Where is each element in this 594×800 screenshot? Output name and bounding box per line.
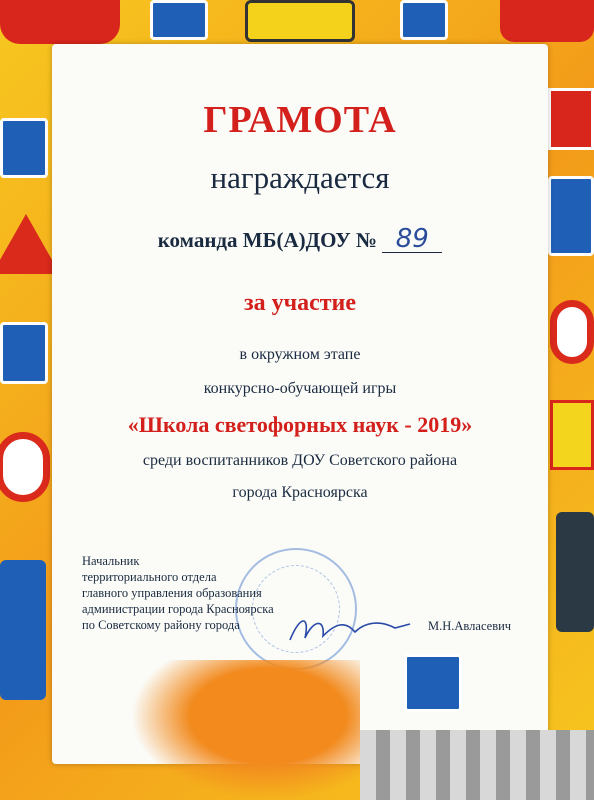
- team-line: [52, 226, 548, 253]
- car-icon: [500, 0, 594, 42]
- road-crosswalk: [360, 730, 594, 800]
- participants-text: среди воспитанников ДОУ Советского района: [142, 452, 458, 469]
- signatory-position-line: территориального отдела: [82, 570, 217, 584]
- signatory-position-line: администрации города Красноярска: [82, 602, 274, 616]
- signatory-position-line: главного управления образования: [82, 586, 262, 600]
- signatory-name: М.Н.Авласевич: [428, 619, 512, 633]
- children-warning-icon: [550, 400, 594, 470]
- handwritten-signature: [285, 610, 415, 650]
- stage-text: в окружном этапе: [239, 346, 361, 363]
- bicycle-sign-icon: [0, 118, 48, 178]
- tram-sign-icon: [548, 176, 594, 256]
- signatory-position: [82, 553, 274, 633]
- signatory-position-line: Начальник: [82, 554, 140, 568]
- game-type-text: конкурсно-обучающей игры: [203, 380, 397, 397]
- team-label: команда МБ(А)ДОУ №: [157, 228, 378, 252]
- children-cartoon-icon: [130, 660, 360, 800]
- no-pedestrians-icon: [0, 432, 50, 502]
- awarded-text: награждается: [210, 160, 390, 195]
- signatory-position-line: по Советскому району города: [82, 618, 240, 632]
- city-text: города Красноярска: [232, 484, 368, 501]
- contest-name: «Школа светофорных наук - 2019»: [127, 412, 473, 437]
- stop-sign-icon: [548, 88, 594, 150]
- team-number: 89: [382, 226, 442, 253]
- traffic-light-icon: [556, 512, 594, 632]
- bus-icon: [150, 0, 208, 40]
- car-icon: [0, 0, 120, 44]
- pedestrian-crossing-icon: [400, 0, 448, 40]
- traffic-light-icon: [0, 560, 46, 700]
- bus-icon: [245, 0, 355, 42]
- pedestrian-crossing-icon: [404, 654, 462, 712]
- pedestrian-crossing-icon: [0, 322, 48, 384]
- bicycle-sign-icon: [550, 300, 594, 364]
- children-warning-icon: [0, 214, 60, 274]
- participation-text: за участие: [243, 290, 357, 316]
- certificate-title: ГРАМОТА: [203, 99, 397, 141]
